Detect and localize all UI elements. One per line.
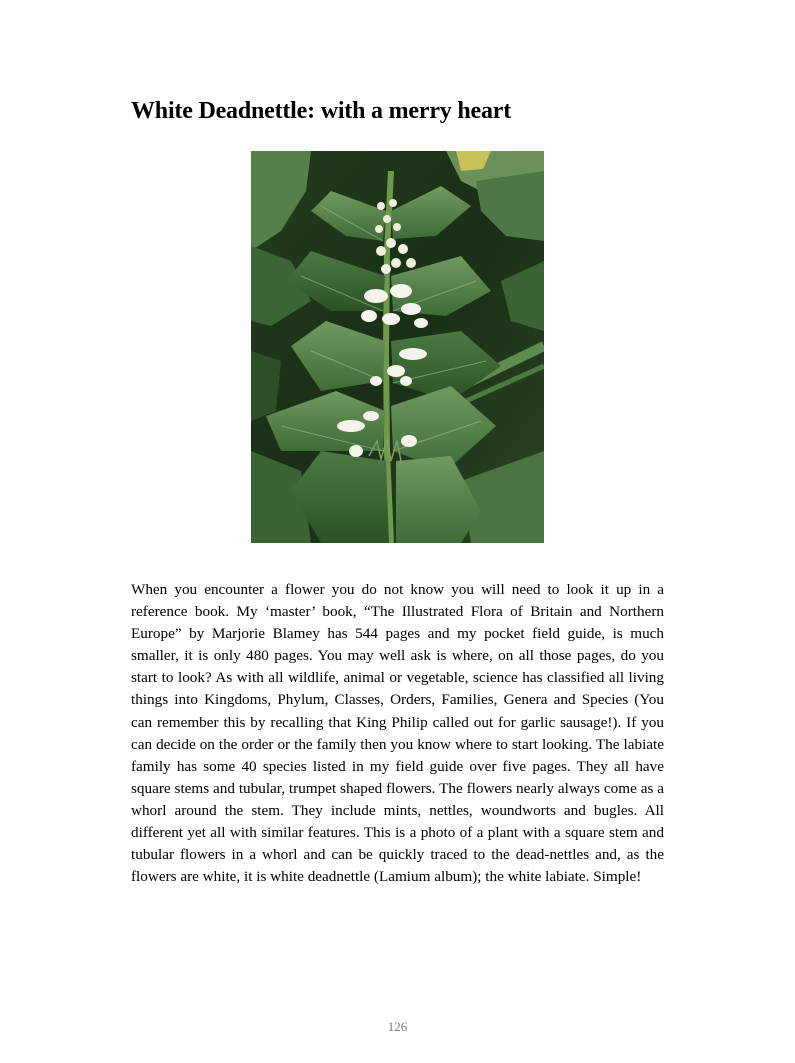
page-number: 126: [387, 1019, 408, 1034]
page-title: White Deadnettle: with a merry heart: [131, 98, 512, 124]
body-paragraph: When you encounter a flower you do not know you will need to look it up in a reference book. My ‘master’ book, “The Illustrated Flora of Britain and Northern Europe” by Marjorie Blamey has 544 pages and my pocket field guide, is much smaller, it is only 480 pages. You may well ask is where, on all those pages, do you start to look? As with all wildlife, animal or vegetable, science has classified all living things into Kingdoms, Phylum, Classes, Orders, Families, Genera and Species (You can remember this by recalling that King Philip called out for garlic sausage!). If you can decide on the order or the family then you know where to start looking. The labiate family has some 40 species listed in my field guide over five pages. They all have square stems and tubular, trumpet shaped flowers. The flowers nearly always come as a whorl around the stem. They include mints, nettles, woundworts and bugles. All different yet all with similar features. This is a photo of a plant with a square stem and tubular flowers in a whorl and can be quickly traced to the dead-nettles and, as the flowers are white, it is white deadnettle (Lamium album); the white labiate. Simple!: [131, 581, 664, 886]
white-deadnettle-photo: [251, 151, 544, 543]
